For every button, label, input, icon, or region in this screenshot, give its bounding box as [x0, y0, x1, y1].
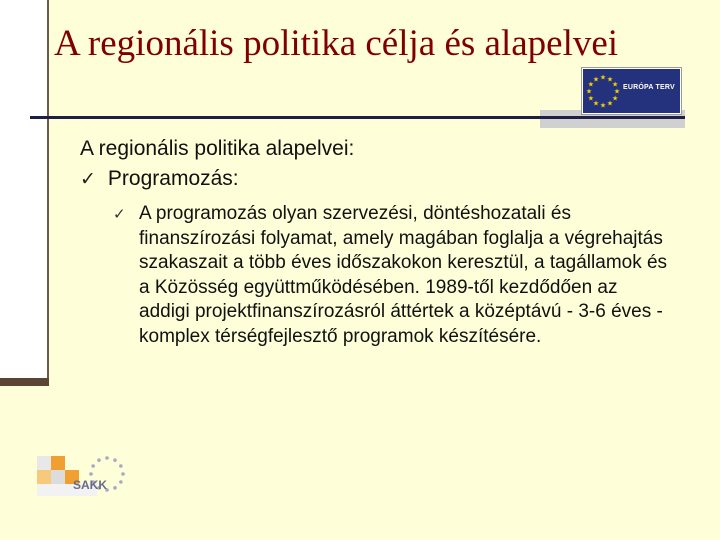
- sakk-star-dot: [97, 458, 101, 462]
- eu-star: ★: [587, 95, 595, 103]
- bullet-level1: [80, 166, 239, 193]
- eu-star: ★: [599, 74, 607, 82]
- eu-star: ★: [606, 100, 614, 108]
- slide-body: [80, 136, 690, 347]
- eu-star: ★: [587, 81, 595, 89]
- sakk-star-dot: [89, 472, 93, 476]
- sakk-star-dot: [105, 456, 109, 460]
- bullet-level2: [113, 202, 673, 349]
- eu-star: ★: [613, 88, 621, 96]
- eu-star: ★: [592, 76, 600, 84]
- eu-star: ★: [611, 81, 619, 89]
- europa-terv-logo: [582, 68, 681, 114]
- eu-star: ★: [599, 102, 607, 110]
- left-bar-footer-accent: [0, 378, 49, 386]
- bullet-level2-text: A programozás olyan szervezési, döntéshozatali és finanszírozási folyamat, amely magában foglalja a végrehajtás szakaszait a több éves időszakokon keresztül, a tagállamok és a Közösség együttműködésében. 1989-től kezdődően az addigi projektfinanszírozásról áttértek a középtávú - 3-6 éves - komplex térségfejlesztő programok készítésére.: [139, 203, 668, 347]
- title-divider: [30, 116, 685, 119]
- checkmark-icon: ✓: [80, 169, 96, 190]
- eu-stars-icon: [583, 69, 680, 113]
- eu-star: ★: [592, 100, 600, 108]
- slide-title: A regionális politika célja és alapelvei: [54, 23, 619, 64]
- sakk-logo: [33, 452, 129, 496]
- bullet-level1-text: Programozás:: [107, 167, 239, 190]
- bullet-level0: A regionális politika alapelvei:: [80, 137, 355, 160]
- checkmark-icon: ✓: [113, 206, 126, 223]
- left-decorative-bar: [0, 0, 49, 385]
- sakk-star-dot: [113, 486, 117, 490]
- sakk-star-dot: [119, 464, 123, 468]
- europa-terv-logo-text: EURÓPA TERV: [623, 84, 675, 91]
- sakk-logo-text: SAKK: [73, 478, 108, 492]
- sakk-star-dot: [121, 472, 125, 476]
- sakk-star-dot: [119, 480, 123, 484]
- eu-star: ★: [606, 76, 614, 84]
- eu-star: ★: [585, 88, 593, 96]
- eu-star: ★: [611, 95, 619, 103]
- sakk-star-dot: [113, 458, 117, 462]
- sakk-star-dot: [91, 464, 95, 468]
